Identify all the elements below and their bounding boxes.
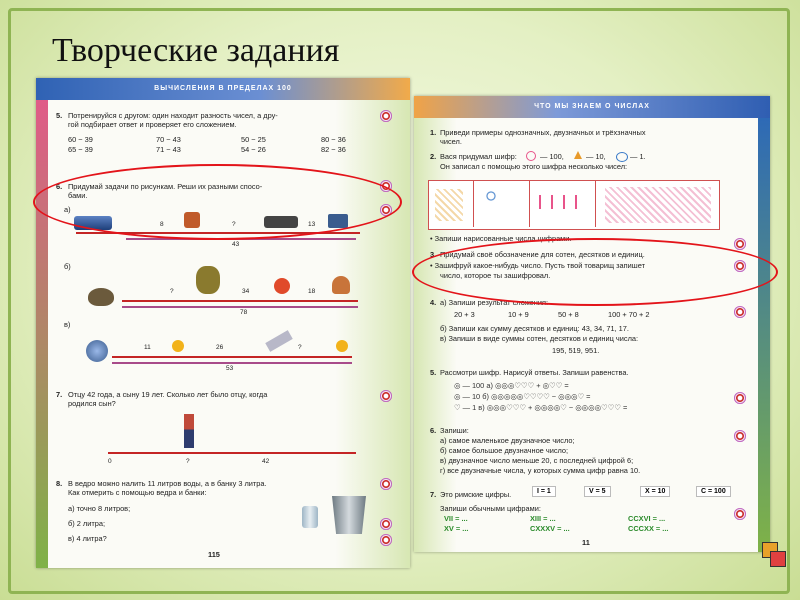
task-icon <box>734 508 746 520</box>
expression: 10 + 9 <box>508 310 529 319</box>
sun-picture <box>336 340 348 352</box>
roman-exercise: XIII = ... <box>530 514 556 523</box>
roman-exercise: CCXVI = ... <box>628 514 666 523</box>
expression: 71 − 43 <box>156 145 181 154</box>
total-value: 53 <box>226 365 234 372</box>
task-text: Приведи примеры однозначных, двузначных и трёхзначных <box>440 128 646 137</box>
triangles-group <box>435 189 463 221</box>
task-text: Запиши: <box>440 426 469 435</box>
total-value: 43 <box>232 241 240 248</box>
task-text: в) двузначное число меньше 20, с последней цифрой 6; <box>440 456 634 465</box>
presentation-logo <box>762 542 784 566</box>
number-line <box>112 356 352 358</box>
expression: 50 + 8 <box>558 310 579 319</box>
roman-exercise: CXXXV = ... <box>530 524 570 533</box>
roman-numeral-key: C = 100 <box>696 486 731 497</box>
task-icon <box>734 306 746 318</box>
bucket-picture <box>332 496 366 534</box>
task-text: в) Запиши в виде суммы сотен, десятков и единиц числа: <box>440 334 639 343</box>
task-number: 4. <box>430 298 437 307</box>
total-value: 78 <box>240 309 248 316</box>
textbook-page-11 <box>414 96 770 552</box>
roman-numeral-key: V = 5 <box>584 486 611 497</box>
task-number: 7. <box>56 390 63 399</box>
axis-tick: ? <box>186 458 190 465</box>
task-text: Отцу 42 года, а сыну 19 лет. Сколько лет было отцу, когда <box>68 390 268 399</box>
page-side-strip <box>758 118 770 552</box>
task-text: а) самое маленькое двузначное число; <box>440 436 575 445</box>
page-side-strip <box>36 100 48 568</box>
task-text: • Зашифруй какое-нибудь число. Пусть твой товарищ запишет <box>430 261 645 270</box>
number-line <box>122 300 358 302</box>
task-number: 2. <box>430 152 437 161</box>
sun-picture <box>172 340 184 352</box>
task-text: б) самое большое двузначное число; <box>440 446 569 455</box>
task-icon <box>734 238 746 250</box>
hexagons-group <box>539 195 583 209</box>
cipher-box <box>428 180 720 230</box>
roman-numeral-key: X = 10 <box>640 486 670 497</box>
task-text: Он записал с помощью этого шифра несколько чисел: <box>440 162 628 171</box>
triangle-symbol <box>574 151 582 159</box>
vegetables-picture <box>196 266 220 294</box>
oval-symbol <box>616 152 628 162</box>
expression: 20 + 3 <box>454 310 475 319</box>
part-label: в) <box>64 320 71 329</box>
segment-value: 8 <box>160 221 164 228</box>
expression: 65 − 39 <box>68 145 93 154</box>
expression: 50 − 25 <box>241 135 266 144</box>
roman-numeral-key: I = 1 <box>532 486 556 497</box>
task-number: 1. <box>430 128 437 137</box>
jar-picture <box>302 506 318 528</box>
segment-value: ? <box>232 221 236 228</box>
task-number: 5. <box>430 368 437 377</box>
roman-exercise: VII = ... <box>444 514 468 523</box>
task-text: Вася придумал шифр: <box>440 152 517 161</box>
task-text: Это римские цифры. <box>440 490 512 499</box>
man-picture <box>184 414 194 448</box>
task-number: 6. <box>430 426 437 435</box>
task-icon <box>380 390 392 402</box>
page-header: ВЫЧИСЛЕНИЯ В ПРЕДЕЛАХ 100 <box>36 78 410 100</box>
task-icon <box>734 430 746 442</box>
segment-value: 26 <box>216 344 224 351</box>
cipher-value: — 1. <box>630 152 646 161</box>
cipher-row: ◎ — 10 б) ◎◎◎◎◎♡♡♡♡ − ◎◎◎♡ = <box>454 392 591 401</box>
circles-group <box>481 187 521 223</box>
highlight-oval <box>412 238 778 306</box>
expression: 82 − 36 <box>321 145 346 154</box>
expression: 70 − 43 <box>156 135 181 144</box>
total-line <box>112 362 352 364</box>
expression: 100 + 70 + 2 <box>608 310 650 319</box>
task-text: гой подбирает ответ и проверяет его сложением. <box>68 120 237 129</box>
expression: 80 − 36 <box>321 135 346 144</box>
task-text: родился сын? <box>68 399 116 408</box>
part-label: б) <box>64 262 71 271</box>
task-text: Запиши обычными цифрами: <box>440 504 541 513</box>
expression: 60 − 39 <box>68 135 93 144</box>
number-line <box>108 452 356 454</box>
task-text: Как отмерить с помощью ведра и банки: <box>68 488 207 497</box>
textbook-page-115 <box>36 78 410 568</box>
task-text: Придумай своё обозначение для сотен, десятков и единиц. <box>440 250 645 259</box>
task-number: 8. <box>56 479 63 488</box>
cipher-value: — 10, <box>586 152 606 161</box>
apple-picture <box>274 278 290 294</box>
task-text: • Запиши нарисованные числа цифрами. <box>430 234 572 243</box>
comet-picture <box>265 330 293 352</box>
slide-title: Творческие задания <box>52 32 340 69</box>
task-icon <box>380 110 392 122</box>
task-number: 5. <box>56 111 63 120</box>
segment-value: ? <box>298 344 302 351</box>
cipher-row: ◎ — 100 а) ◎◎◎♡♡♡ + ◎♡♡ = <box>454 381 569 390</box>
segment-value: ? <box>170 288 174 295</box>
task-text: 195, 519, 951. <box>552 346 600 355</box>
circle-symbol <box>526 151 536 161</box>
expression: 54 − 26 <box>241 145 266 154</box>
task-text: чисел. <box>440 137 462 146</box>
task-text: В ведро можно налить 11 литров воды, а в банку 3 литра. <box>68 479 267 488</box>
segment-value: 18 <box>308 288 316 295</box>
planet-picture <box>86 340 108 362</box>
task-number: 6. <box>56 182 63 191</box>
task-text: Рассмотри шифр. Нарисуй ответы. Запиши равенства. <box>440 368 629 377</box>
task-icon <box>734 392 746 404</box>
task-text: а) точно 8 литров; <box>68 504 131 513</box>
segment-value: 11 <box>144 344 151 351</box>
task-text: б) Запиши как сумму десятков и единиц: 43, 34, 71, 17. <box>440 324 629 333</box>
task-text: а) Запиши результат сложения: <box>440 298 549 307</box>
cipher-row: ♡ — 1 в) ◎◎◎♡♡♡ + ◎◎◎◎♡ − ◎◎◎◎♡♡♡ = <box>454 403 628 412</box>
task-number: 7. <box>430 490 437 499</box>
roman-exercise: CCCXX = ... <box>628 524 669 533</box>
task-icon <box>380 534 392 546</box>
hedgehog-picture <box>88 288 114 306</box>
task-text: в) 4 литра? <box>68 534 107 543</box>
segment-value: 34 <box>242 288 250 295</box>
cipher-value: — 100, <box>540 152 564 161</box>
task-text: б) 2 литра; <box>68 519 106 528</box>
task-text: число, которое ты зашифровал. <box>440 271 551 280</box>
axis-tick: 42 <box>262 458 270 465</box>
task-text: г) все двузначные числа, у которых сумма цифр равна 10. <box>440 466 641 475</box>
total-line <box>122 306 358 308</box>
task-text: Придумай задачи по рисункам. Реши их разными спосо- <box>68 182 263 191</box>
task-icon <box>380 478 392 490</box>
part-label: а) <box>64 205 71 214</box>
task-text: Потренируйся с другом: один находит разность чисел, а дру- <box>68 111 278 120</box>
page-number: 115 <box>208 550 220 559</box>
mushroom-picture <box>332 276 350 294</box>
highlight-oval <box>33 164 402 240</box>
page-header: ЧТО МЫ ЗНАЕМ О ЧИСЛАХ <box>414 96 770 118</box>
page-number: 11 <box>582 538 590 547</box>
task-text: бами. <box>68 191 88 200</box>
segment-value: 13 <box>308 221 316 228</box>
axis-tick: 0 <box>108 458 112 465</box>
roman-exercise: XV = ... <box>444 524 469 533</box>
task-icon <box>380 518 392 530</box>
mixed-shapes-group <box>605 187 711 223</box>
task-number: 3. <box>430 250 437 259</box>
